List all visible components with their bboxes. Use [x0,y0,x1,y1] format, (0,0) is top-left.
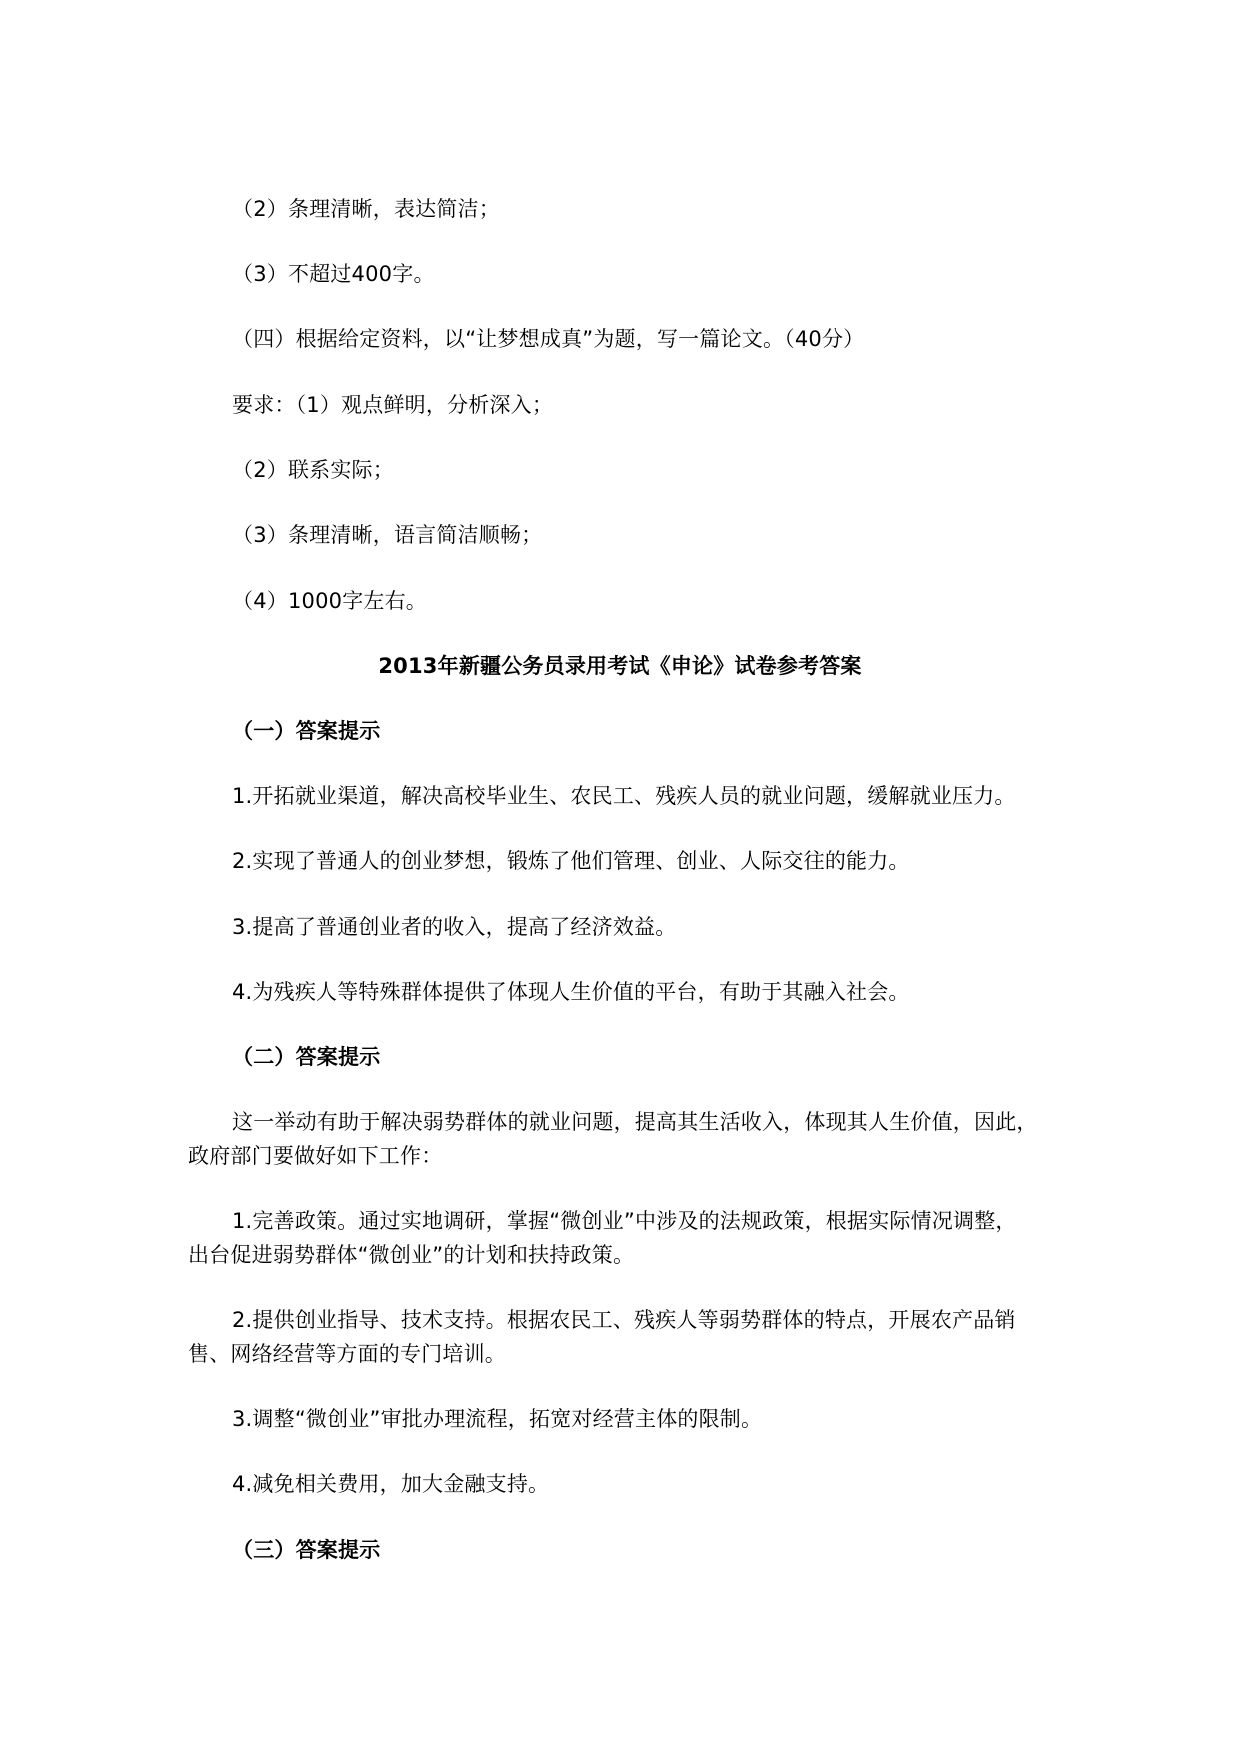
question-4-requirement-1: 要求：（1）观点鲜明，分析深入； [232,393,554,417]
section-2-item-2-line-1: 2.提供创业指导、技术支持。根据农民工、残疾人等弱势群体的特点，开展农产品销 [232,1308,1016,1332]
section-2-item-4: 4.减免相关费用，加大金融支持。 [232,1472,550,1496]
section-2-heading: （二）答案提示 [232,1045,381,1069]
section-1-heading: （一）答案提示 [232,719,381,743]
question-4-requirement-4: （4）1000字左右。 [232,589,428,613]
section-2-intro-line-2: 政府部门要做好如下工作： [188,1144,443,1168]
section-2-item-3: 3.调整“微创业”审批办理流程，拓宽对经营主体的限制。 [232,1407,763,1431]
section-1-item-1: 1.开拓就业渠道，解决高校毕业生、农民工、残疾人员的就业问题，缓解就业压力。 [232,784,1016,808]
question-4-requirement-2: （2）联系实际； [232,458,394,482]
section-1-item-2: 2.实现了普通人的创业梦想，锻炼了他们管理、创业、人际交往的能力。 [232,849,910,873]
question-4-prompt: （四）根据给定资料，以“让梦想成真”为题，写一篇论文。（40分） [232,327,865,351]
section-2-item-2-line-2: 售、网络经营等方面的专门培训。 [188,1342,506,1366]
section-3-heading: （三）答案提示 [232,1538,381,1562]
section-2-intro-line-1: 这一举动有助于解决弱势群体的就业问题，提高其生活收入，体现其人生价值，因此， [232,1110,1038,1134]
question-requirement-2: （2）条理清晰，表达简洁； [232,197,500,221]
section-1-item-3: 3.提高了普通创业者的收入，提高了经济效益。 [232,915,677,939]
section-2-item-1-line-2: 出台促进弱势群体“微创业”的计划和扶持政策。 [188,1243,635,1267]
section-1-item-4: 4.为残疾人等特殊群体提供了体现人生价值的平台，有助于其融入社会。 [232,980,910,1004]
question-requirement-3: （3）不超过400字。 [232,262,435,286]
section-2-item-1-line-1: 1.完善政策。通过实地调研，掌握“微创业”中涉及的法规政策，根据实际情况调整， [232,1209,1017,1233]
answer-title: 2013年新疆公务员录用考试《申论》试卷参考答案 [378,654,862,678]
question-4-requirement-3: （3）条理清晰，语言简洁顺畅； [232,523,543,547]
